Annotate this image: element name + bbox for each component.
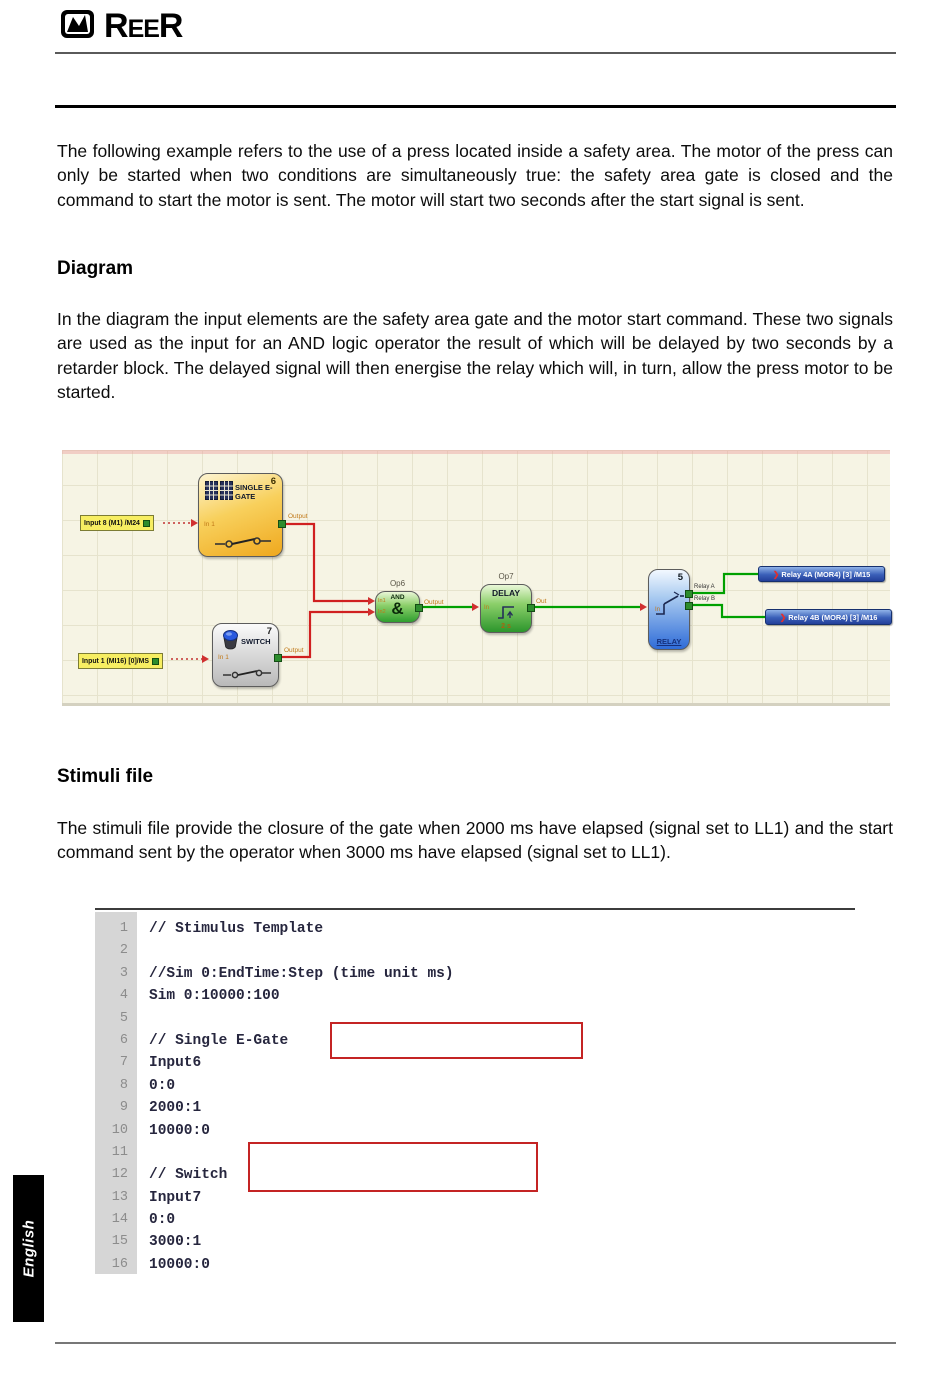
footer-rule xyxy=(55,1342,896,1344)
relay-contact-icon xyxy=(654,584,686,627)
reer-logo-wordmark: R EE R xyxy=(104,7,183,45)
input-pin-label: In1 xyxy=(378,598,386,604)
language-tab-english xyxy=(13,1175,44,1322)
and-block xyxy=(375,591,420,623)
connector-square xyxy=(685,590,693,598)
header-rule-top xyxy=(55,52,896,54)
highlight-box-egate xyxy=(330,1022,583,1059)
gate-icon xyxy=(205,481,233,500)
reer-logo-icon xyxy=(58,6,98,47)
and-symbol: & xyxy=(391,599,404,618)
contact-icon xyxy=(215,534,271,555)
code-rows xyxy=(95,918,855,1276)
connector-square xyxy=(527,604,535,612)
header-rule-bottom xyxy=(55,105,896,108)
connector-square xyxy=(278,520,286,528)
input-pin-label: In xyxy=(655,607,661,613)
code-line: 5 xyxy=(119,1010,128,1026)
diagram-paragraph: In the diagram the input elements are the safety area gate and the motor start command. These two signals are used as the input for an AND logic operator the result of which will be delayed by two seconds by a retarder block. The delayed signal will then energise the relay which will, in turn, allow the press motor to be started. xyxy=(57,309,893,403)
gate-output-label: Output xyxy=(288,513,308,520)
block-title: SINGLE E-GATE xyxy=(235,483,273,501)
output-label-relay-4a-text: Relay 4A (MOR4) [3] /M15 xyxy=(781,569,871,579)
code-line: 4 Sim 0:10000:100 xyxy=(119,988,280,1005)
input-label-gate xyxy=(80,515,154,531)
block-title: RELAY xyxy=(656,637,682,646)
input-pin-label: In2 xyxy=(378,609,386,615)
intro-paragraph: The following example refers to the use of a press located inside a safety area. The motor of the press can only be started when two conditions are simultaneously true: the safety area gate is closed and the command to start the motor is sent. The motor will start two seconds after the start signal is sent. xyxy=(57,141,893,210)
arrow-icon: ❯ xyxy=(779,612,787,622)
code-line: 16 10000:0 xyxy=(111,1256,210,1273)
code-line: 11 xyxy=(111,1144,128,1160)
delay-block xyxy=(480,584,532,633)
code-line: 2 xyxy=(119,943,128,959)
connector-square xyxy=(685,602,693,610)
delay-op-label: Op7 xyxy=(498,572,514,581)
code-line: 1 // Stimulus Template xyxy=(119,921,324,937)
stimuli-paragraph: The stimuli file provide the closure of the gate when 2000 ms have elapsed (signal set to LL1) and the start command sent by the operator when 3000 ms have elapsed (signal set to LL1). xyxy=(57,818,893,863)
input-label-gate-text: Input 8 (M1) /M24 xyxy=(84,519,140,527)
code-line: 9 2000:1 xyxy=(119,1100,202,1117)
delay-time-value: 2 s xyxy=(501,623,511,630)
output-label-relay-4b-text: Relay 4B (MOR4) [3] /M16 xyxy=(788,612,878,622)
block-number: 6 xyxy=(270,476,276,487)
and-output-label: Output xyxy=(424,599,444,606)
code-line: 6 // Single E-Gate xyxy=(119,1032,289,1049)
block-title: DELAY xyxy=(491,588,521,598)
and-op-label: Op6 xyxy=(389,579,406,588)
relay-a-pin-label: Relay A xyxy=(694,584,715,590)
input-pin-label: In xyxy=(484,605,490,611)
connector-square xyxy=(274,654,282,662)
reer-logo xyxy=(58,6,182,47)
block-title: AND xyxy=(390,594,405,601)
diagram-heading: Diagram xyxy=(57,258,134,279)
output-label-relay-4a xyxy=(758,566,885,582)
block-title: SWITCH xyxy=(241,637,271,646)
connector-square xyxy=(143,520,150,527)
language-tab-label: English xyxy=(20,1219,38,1278)
arrow-icon: ❯ xyxy=(772,569,780,579)
code-line: 12 // Switch xyxy=(111,1167,228,1184)
logic-diagram-canvas xyxy=(62,450,890,706)
input-pin-label: In 1 xyxy=(204,521,215,528)
code-line: 15 3000:1 xyxy=(111,1234,202,1251)
code-line: 3 //Sim 0:EndTime:Step (time unit ms) xyxy=(119,965,454,982)
delay-output-label: Out xyxy=(536,598,547,605)
relay-b-pin-label: Relay B xyxy=(694,596,716,602)
block-number: 5 xyxy=(677,572,683,583)
code-line: 14 0:0 xyxy=(111,1212,176,1229)
connector-square xyxy=(152,658,159,665)
switch-output-label: Output xyxy=(284,647,304,654)
code-line: 13 Input7 xyxy=(111,1189,202,1206)
code-line: 7 Input6 xyxy=(119,1055,202,1072)
highlight-box-switch xyxy=(248,1142,538,1192)
input-label-switch-text: Input 1 (MI16) [0]/MS xyxy=(82,657,149,665)
input-pin-label: In 1 xyxy=(218,654,229,661)
stimuli-heading: Stimuli file xyxy=(57,766,154,787)
relay-block xyxy=(648,569,690,650)
single-egate-block xyxy=(198,473,283,557)
code-line: 8 0:0 xyxy=(119,1077,176,1094)
output-label-relay-4b xyxy=(765,609,892,625)
contact-icon xyxy=(223,666,271,685)
switch-block xyxy=(212,623,279,687)
block-number: 7 xyxy=(266,626,272,637)
stimuli-code-listing xyxy=(95,908,855,1274)
pushbutton-icon xyxy=(221,629,240,655)
input-label-switch xyxy=(78,653,163,669)
code-line: 10 10000:0 xyxy=(111,1122,210,1139)
connector-square xyxy=(415,604,423,612)
